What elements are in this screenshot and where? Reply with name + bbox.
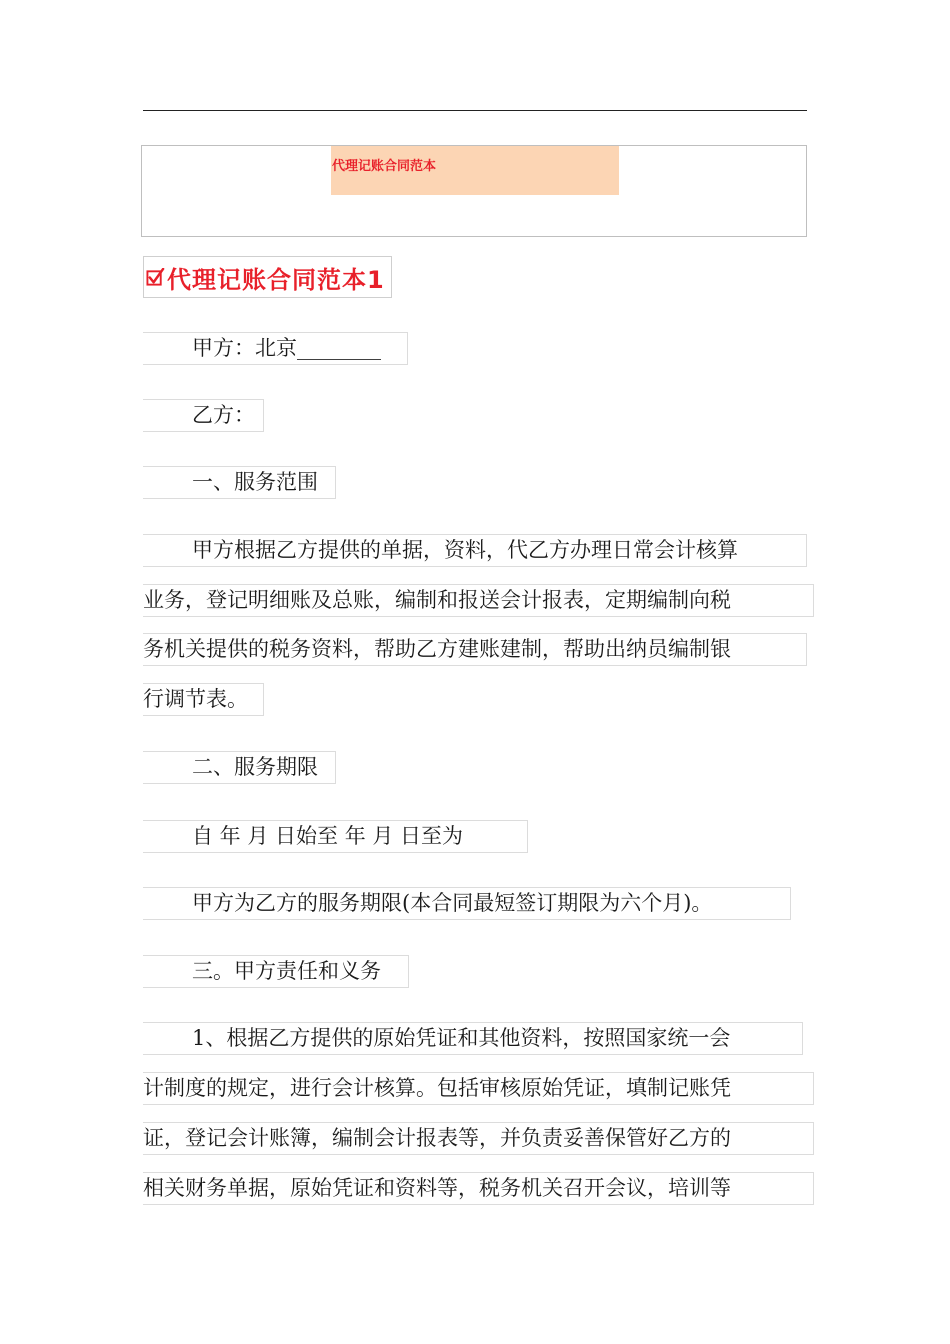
section-heading: 三。甲方责任和义务 (143, 955, 409, 988)
paragraph-line: 行调节表。 (143, 683, 264, 716)
paragraph-line: 业务，登记明细账及总账，编制和报送会计报表，定期编制向税 (143, 584, 814, 617)
paragraph-line: 甲方为乙方的服务期限(本合同最短签订期限为六个月)。 (143, 887, 791, 920)
party-a-line: 甲方：北京________ (143, 332, 408, 365)
section-heading: 一、服务范围 (143, 466, 336, 499)
term-line: 自 年 月 日始至 年 月 日至为 (143, 820, 528, 853)
checkbox-check-icon (146, 268, 165, 287)
header-rule (143, 110, 807, 111)
document-title (143, 256, 392, 298)
document-title-text: 代理记账合同范本1 (167, 265, 385, 294)
paragraph-line: 计制度的规定，进行会计核算。包括审核原始凭证，填制记账凭 (143, 1072, 814, 1105)
header-title: 代理记账合同范本 (332, 159, 437, 174)
paragraph-line: 相关财务单据，原始凭证和资料等，税务机关召开会议，培训等 (143, 1172, 814, 1205)
paragraph-line: 甲方根据乙方提供的单据，资料，代乙方办理日常会计核算 (143, 534, 807, 567)
party-b-line: 乙方： (143, 399, 264, 432)
paragraph-line: 务机关提供的税务资料，帮助乙方建账建制，帮助出纳员编制银 (143, 633, 807, 666)
paragraph-line: 证，登记会计账簿，编制会计报表等，并负责妥善保管好乙方的 (143, 1122, 814, 1155)
paragraph-line: 1、根据乙方提供的原始凭证和其他资料，按照国家统一会 (143, 1022, 803, 1055)
section-heading: 二、服务期限 (143, 751, 336, 784)
